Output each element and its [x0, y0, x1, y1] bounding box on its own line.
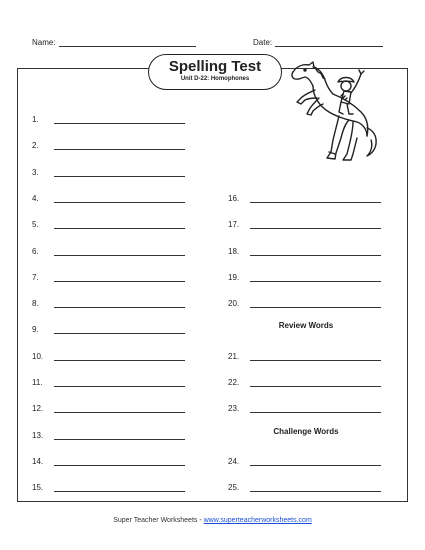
name-line[interactable]: [59, 38, 196, 47]
answer-row: [228, 349, 381, 361]
item-number: 16.: [228, 193, 240, 203]
footer-link[interactable]: www.superteacherworksheets.com: [203, 517, 312, 524]
answer-line[interactable]: [54, 248, 185, 256]
answer-line[interactable]: [250, 300, 381, 308]
item-number: 9.: [32, 325, 39, 335]
answer-line[interactable]: [54, 169, 185, 177]
item-number: 5.: [32, 220, 39, 230]
answer-row: [228, 454, 381, 466]
answer-line[interactable]: [54, 484, 185, 492]
item-number: 19.: [228, 272, 240, 282]
answer-line[interactable]: [250, 195, 381, 203]
date-field: [253, 38, 383, 47]
answer-row: [32, 480, 185, 492]
answer-row: [228, 217, 381, 229]
answer-row: [228, 191, 381, 203]
answer-line[interactable]: [250, 458, 381, 466]
item-number: 20.: [228, 299, 240, 309]
page-title: Spelling Test: [168, 58, 262, 75]
item-number: 8.: [32, 299, 39, 309]
answer-line[interactable]: [54, 405, 185, 413]
title-banner: [148, 54, 282, 90]
answer-line[interactable]: [250, 353, 381, 361]
answer-line[interactable]: [250, 248, 381, 256]
answer-line[interactable]: [54, 353, 185, 361]
answer-line[interactable]: [250, 274, 381, 282]
challenge-words-heading: Challenge Words: [273, 427, 339, 436]
answer-row: [32, 270, 185, 282]
item-number: 7.: [32, 272, 39, 282]
answer-row: [228, 244, 381, 256]
answer-row: [32, 165, 185, 177]
name-label: Name:: [32, 38, 56, 47]
answer-line[interactable]: [54, 379, 185, 387]
item-number: 2.: [32, 141, 39, 151]
answer-line[interactable]: [54, 458, 185, 466]
footer-text: Super Teacher Worksheets -: [113, 517, 204, 524]
answer-row: [32, 217, 185, 229]
answer-row: [228, 296, 381, 308]
answer-row: [32, 191, 185, 203]
item-number: 6.: [32, 246, 39, 256]
answer-row: [32, 112, 185, 124]
answer-line[interactable]: [54, 142, 185, 150]
date-label: Date:: [253, 38, 273, 47]
unit-subtitle: Unit D-22: Homophones: [180, 76, 250, 82]
cowgirl-horse-illustration: [283, 56, 383, 166]
review-words-heading: Review Words: [278, 321, 334, 330]
footer: [0, 517, 425, 524]
answer-row: [32, 375, 185, 387]
answer-row: [32, 138, 185, 150]
answer-line[interactable]: [54, 300, 185, 308]
answer-row: [32, 349, 185, 361]
answer-line[interactable]: [54, 274, 185, 282]
item-number: 18.: [228, 246, 240, 256]
item-number: 14.: [32, 456, 44, 466]
answer-line[interactable]: [250, 379, 381, 387]
answer-row: [228, 270, 381, 282]
answer-row: [228, 401, 381, 413]
item-number: 22.: [228, 378, 240, 387]
item-number: 11.: [32, 378, 43, 387]
answer-line[interactable]: [54, 432, 185, 440]
item-number: 3.: [32, 167, 39, 177]
answer-row: [32, 401, 185, 413]
item-number: 10.: [32, 351, 44, 361]
answer-line[interactable]: [54, 221, 185, 229]
answer-line[interactable]: [54, 326, 185, 334]
answer-line[interactable]: [250, 221, 381, 229]
item-number: 21.: [228, 351, 240, 361]
answer-row: [228, 480, 381, 492]
item-number: 1.: [32, 115, 39, 124]
item-number: 24.: [228, 456, 240, 466]
item-number: 4.: [32, 193, 39, 203]
name-field: [32, 38, 196, 47]
date-line[interactable]: [275, 38, 383, 47]
item-number: 15.: [32, 483, 44, 493]
answer-row: [32, 296, 185, 308]
item-number: 13.: [32, 430, 44, 440]
item-number: 17.: [228, 220, 240, 230]
item-number: 25.: [228, 483, 240, 493]
answer-row: [32, 454, 185, 466]
answer-row: [32, 322, 185, 334]
item-number: 12.: [32, 404, 44, 414]
answer-line[interactable]: [250, 405, 381, 413]
item-number: 23.: [228, 404, 240, 414]
answer-row: [228, 375, 381, 387]
answer-row: [32, 244, 185, 256]
answer-line[interactable]: [54, 195, 185, 203]
answer-line[interactable]: [250, 484, 381, 492]
answer-line[interactable]: [54, 116, 185, 124]
answer-row: [32, 428, 185, 440]
